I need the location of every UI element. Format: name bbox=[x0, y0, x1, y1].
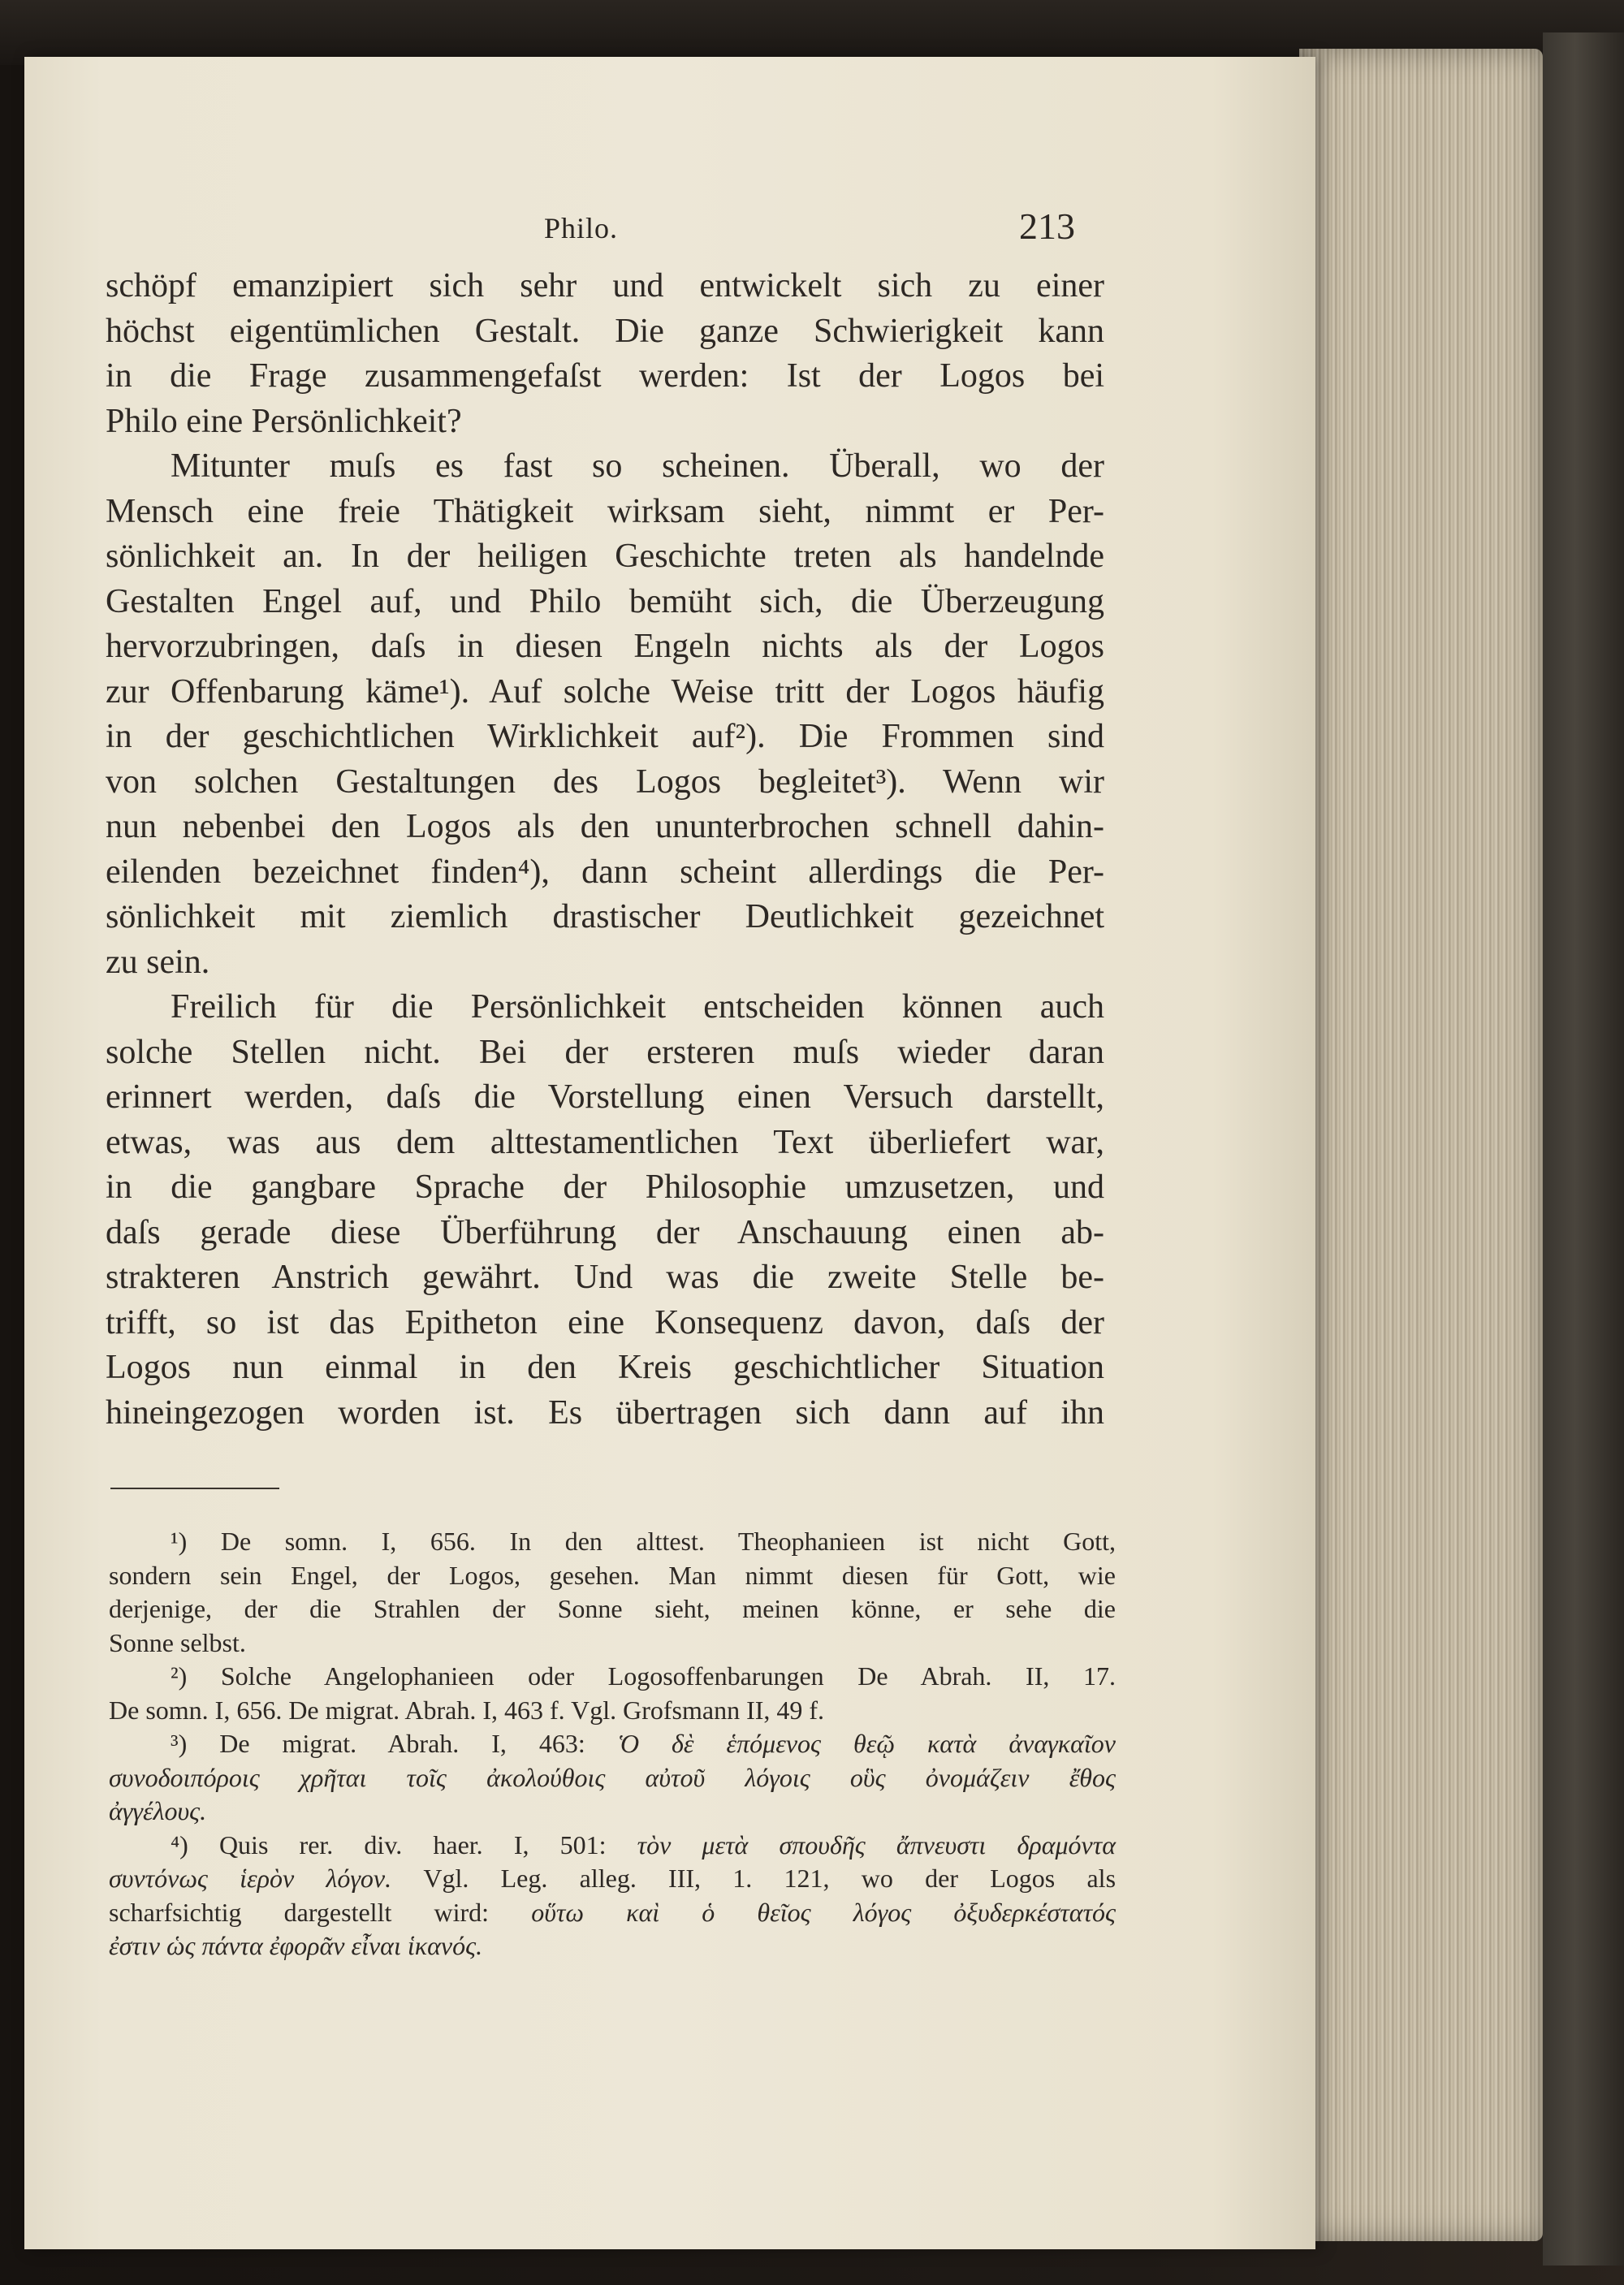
text-line: sönlichkeit an. In der heiligen Geschichte treten als handelnde bbox=[106, 538, 1104, 575]
text-line: Mitunter muſs es fast so scheinen. Überall, wo der bbox=[171, 447, 1104, 485]
text-line: daſs gerade diese Überführung der Anschauung einen ab- bbox=[106, 1213, 1104, 1251]
text-line: Mensch eine freie Thätigkeit wirksam sieht, nimmt er Per- bbox=[106, 492, 1104, 530]
footnote-3-greek-line: ἀγγέλους. bbox=[109, 1796, 207, 1825]
footnote-2-line: ²) Solche Angelophanieen oder Logosoffenbarungen De Abrah. II, 17. bbox=[171, 1661, 1116, 1691]
book-board-right bbox=[1543, 32, 1624, 2266]
text-line: erinnert werden, daſs die Vorstellung einen Versuch darstellt, bbox=[106, 1078, 1104, 1116]
page-number: 213 bbox=[1019, 205, 1075, 247]
text-line: in die Frage zusammengefaſst werden: Ist der Logos bei bbox=[106, 357, 1104, 395]
footnote-3-line bbox=[109, 1727, 1116, 1761]
book-page bbox=[24, 57, 1315, 2249]
body-text bbox=[106, 264, 1104, 1436]
text-line: höchst eigentümlichen Gestalt. Die ganze Schwierigkeit kann bbox=[106, 312, 1104, 350]
text-line: in der geschichtlichen Wirklichkeit auf²). Die Frommen sind bbox=[106, 718, 1104, 755]
text-line: strakteren Anstrich gewährt. Und was die zweite Stelle be- bbox=[106, 1259, 1104, 1296]
footnote-2-line: De somn. I, 656. De migrat. Abrah. I, 463 f. Vgl. Grofsmann II, 49 f. bbox=[109, 1695, 825, 1725]
text-line: solche Stellen nicht. Bei der ersteren muſs wieder daran bbox=[106, 1033, 1104, 1071]
text-line: Freilich für die Persönlichkeit entscheiden können auch bbox=[171, 988, 1104, 1026]
text-line: Gestalten Engel auf, und Philo bemüht sich, die Überzeugung bbox=[106, 582, 1104, 620]
footnote-separator-rule bbox=[110, 1488, 279, 1489]
text-line: Philo eine Persönlichkeit? bbox=[106, 402, 462, 440]
text-line: von solchen Gestaltungen des Logos begleitet³). Wenn wir bbox=[106, 762, 1104, 801]
text-line: hervorzubringen, daſs in diesen Engeln nichts als der Logos bbox=[106, 628, 1104, 665]
text-line: zur Offenbarung käme¹). Auf solche Weise tritt der Logos häufig bbox=[106, 672, 1104, 711]
footnote-4-greek: συντόνως ἱερὸν λόγον. bbox=[109, 1864, 392, 1893]
footnote-1-line: ¹) De somn. I, 656. In den alttest. Theophanieen ist nicht Gott, bbox=[171, 1527, 1116, 1556]
footnote-4-text: scharfsichtig dargestellt wird: bbox=[109, 1897, 490, 1927]
footnote-4-greek-line: ἐστιν ὡς πάντα ἐφορᾶν εἶναι ἱκανός. bbox=[109, 1931, 483, 1960]
footnote-4-line bbox=[109, 1829, 1116, 1863]
footnote-3-ref: ³) De migrat. Abrah. I, 463: bbox=[171, 1729, 585, 1758]
text-line: sönlichkeit mit ziemlich drastischer Deutlichkeit gezeichnet bbox=[106, 898, 1104, 935]
text-line: eilenden bezeichnet finden⁴), dann scheint allerdings die Per- bbox=[106, 853, 1104, 891]
footnote-1-line: sondern sein Engel, der Logos, gesehen. Man nimmt diesen für Gott, wie bbox=[109, 1560, 1116, 1590]
text-line: etwas, was aus dem alttestamentlichen Text überliefert war, bbox=[106, 1123, 1104, 1161]
text-line: in die gangbare Sprache der Philosophie umzusetzen, und bbox=[106, 1168, 1104, 1206]
footnote-3-greek: Ὁ δὲ ἑπόμενος θεῷ κατὰ ἀναγκαῖον bbox=[617, 1729, 1116, 1758]
footnote-1-line: derjenige, der die Strahlen der Sonne sieht, meinen könne, er sehe die bbox=[109, 1594, 1116, 1623]
footnote-4-text: Vgl. Leg. alleg. III, 1. 121, wo der Logos als bbox=[423, 1864, 1116, 1893]
footnote-4-ref: ⁴) Quis rer. div. haer. I, 501: bbox=[171, 1829, 607, 1860]
text-line: zu sein. bbox=[106, 943, 210, 981]
text-line: Logos nun einmal in den Kreis geschichtlicher Situation bbox=[106, 1349, 1104, 1386]
footnote-4-line bbox=[109, 1896, 1116, 1930]
footnotes bbox=[109, 1525, 1116, 1963]
footnote-4-greek: οὕτω καὶ ὁ θεῖος λόγος ὀξυδερκέστατός bbox=[531, 1897, 1116, 1927]
footnote-4-greek: τὸν μετὰ σπουδῆς ἄπνευστι δραμόντα bbox=[637, 1829, 1116, 1860]
text-line: nun nebenbei den Logos als den ununterbrochen schnell dahin- bbox=[106, 808, 1104, 845]
running-head-title: Philo. bbox=[544, 212, 619, 244]
text-line: schöpf emanzipiert sich sehr und entwickelt sich zu einer bbox=[106, 267, 1104, 305]
footnote-1-line: Sonne selbst. bbox=[109, 1627, 246, 1657]
text-line: trifft, so ist das Epitheton eine Konsequenz davon, daſs der bbox=[106, 1303, 1104, 1341]
text-line: hineingezogen worden ist. Es übertragen sich dann auf ihn bbox=[106, 1393, 1104, 1432]
footnote-3-greek-line: συνοδοιπόροις χρῆται τοῖς ἀκολούθοις αὐτοῦ λόγοις οὓς ὀνομάζειν ἔθος bbox=[109, 1762, 1116, 1792]
page-edges-stack bbox=[1299, 49, 1543, 2241]
footnote-4-line bbox=[109, 1862, 1116, 1896]
